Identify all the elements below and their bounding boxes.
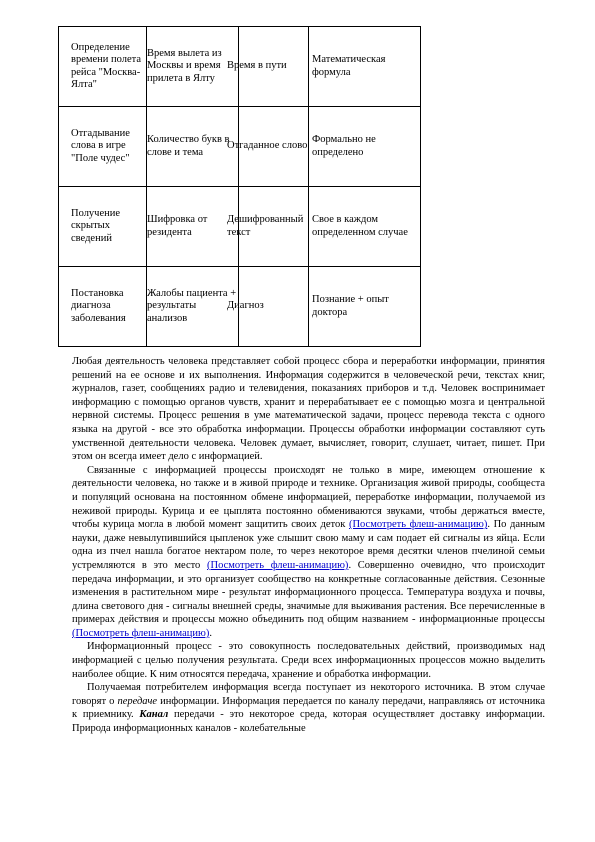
- table-cell: Формально не определено: [309, 107, 421, 187]
- table-cell: Время вылета из Москвы и время прилета в Ялту: [147, 27, 239, 107]
- flash-animation-link[interactable]: (Посмотреть флеш-анимацию): [72, 627, 210, 639]
- paragraph-nature: Связанные с информацией процессы происходят не только в мире, имеющем отношение к деятельности человека, но также и в живой природе и технике. Организация живой природы, сообщеста и популяций основана на постоянном обмене информацией, переработке информации, получаемой из неживой природы. Курица и ее цыплята постоянно обмениваются звуками, чтобы держаться вместе, чтобы курица могла в любой момент защитить своих деток (Посмотреть флеш-анимацию). По данным науки, даже невылупившийся цыпленок уже слышит свою маму и сам подает ей сигналы из яйца. Если одна из пчел нашла богатое нектаром поле, то через некоторое время десятки членов пчелиной семьи устремляются в это место (Посмотреть флеш-анимацию). Совершенно очевидно, что происходит передача информации, и это организует сообщество на конкретные согласованные действия. Сезонные изменения в растительном мире - результат информационного процесса. Температура воздуха и почвы, длина светового дня - сигналы внешней среды, значимые для выживания растения. Все перечисленные в примерах действия и процессы можно объединить под общим названием - информационные процессы (Посмотреть флеш-анимацию).: [72, 464, 546, 639]
- table-cell: Отгаданное слово: [239, 107, 309, 187]
- table-cell: Диагноз: [239, 267, 309, 347]
- table-cell: Получение скрытых сведений: [59, 187, 147, 267]
- table-cell: Шифровка от резидента: [147, 187, 239, 267]
- table-cell: Время в пути: [239, 27, 309, 107]
- table-cell: Определение времени полета рейса "Москва-Ялта": [59, 27, 147, 107]
- flash-animation-link[interactable]: (Посмотреть флеш-анимацию): [207, 559, 349, 571]
- flash-animation-link[interactable]: (Посмотреть флеш-анимацию): [348, 519, 488, 531]
- info-process-table: [58, 26, 421, 347]
- table-cell: Познание + опыт доктора: [309, 267, 421, 347]
- table-cell: Жалобы пациента + результаты анализов: [147, 267, 239, 347]
- table-cell: Свое в каждом определенном случае: [309, 187, 421, 267]
- table-row: [59, 107, 421, 187]
- table-cell: Дешифрованный текст: [239, 187, 309, 267]
- document-body: [72, 355, 545, 736]
- table-cell: Количество букв в слове и тема: [147, 107, 239, 187]
- table-cell: Постановка диагноза заболевания: [59, 267, 147, 347]
- table-row: [59, 27, 421, 107]
- table-cell: Отгадывание слова в игре "Поле чудес": [59, 107, 147, 187]
- paragraph-intro: Любая деятельность человека представляет собой процесс сбора и переработки информации, принятия решений на ее основе и их выполнения. Информация содержится в человеческой речи, текстах книг, журналов, газет, сообщениях радио и телевидения, показаниях приборов и т.д. Человек воспринимает информацию с помощью органов чувств, хранит и перерабатывает ее с помощью мозга и центральной нервной системы. Процесс решения в уме математической задачи, процесс перевода текста с одного языка на другой - все это обработка информации. Процессы обработки информации составляют суть умственной деятельности человека. Человек думает, вычисляет, говорит, слушает, читает, пишет. При этом он всегда имеет дело с информацией.: [72, 356, 545, 463]
- table-row: [59, 267, 421, 347]
- table-row: [59, 187, 421, 267]
- paragraph-transfer: Получаемая потребителем информация всегда поступает из некоторого источника. В этом случае говорят о передаче информации. Информация передается по каналу передачи, направляясь от источника к приемнику. Канал передачи - это некоторое среда, которая осуществляет доставку информации. Природа информационных каналов - колебательные: [72, 682, 545, 735]
- table-cell: Математическая формула: [309, 27, 421, 107]
- paragraph-definition: Информационный процесс - это совокупность последовательных действий, производимых над информацией с целью получения результата. Среди всех информационных процессов можно выделить наиболее общие. К ним относятся передача, хранение и обработка информации.: [72, 641, 545, 680]
